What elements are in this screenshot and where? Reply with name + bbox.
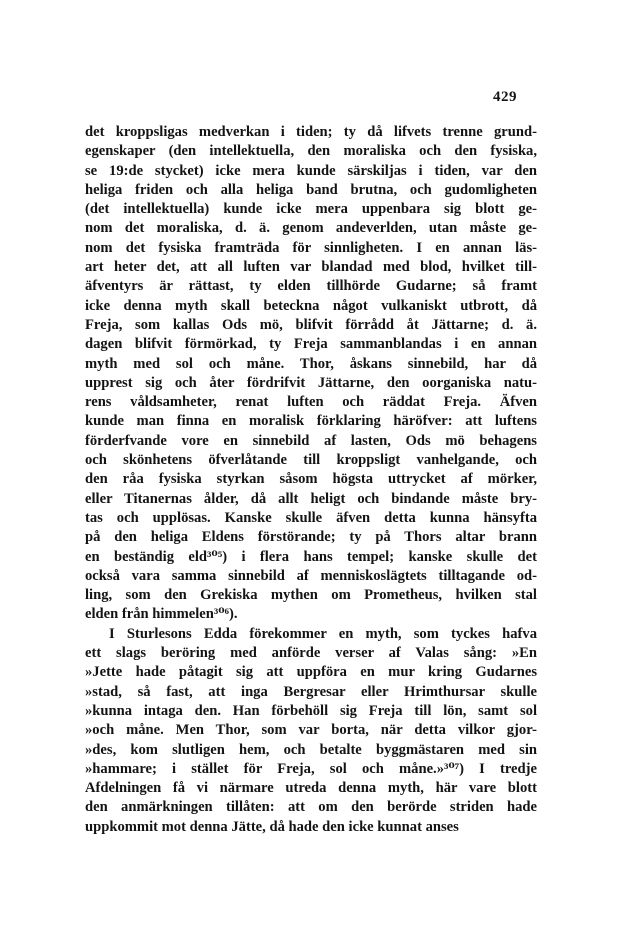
text-line: »des, kom slutligen hem, och betalte byggmästaren med sin xyxy=(85,741,537,758)
paragraph-2 xyxy=(85,625,537,837)
text-line: »och måne. Men Thor, som var borta, när detta vilkor gjor- xyxy=(85,722,537,739)
text-line: uppkommit mot denna Jätte, då hade den icke kunnat anses xyxy=(85,818,459,835)
text-line: den råa fysiska styrkan såsom högsta uttrycket af mörker, xyxy=(85,471,537,488)
text-line: det kroppsligas medverkan i tiden; ty då lifvets trenne grund- xyxy=(85,124,537,140)
text-line: elden från himmelen³⁰⁶). xyxy=(85,606,238,623)
text-line: ling, som den Grekiska mythen om Prometheus, hvilken stal xyxy=(85,587,537,604)
text-line: nom det moraliska, d. ä. genom andeverlden, utan måste ge- xyxy=(85,220,537,237)
text-line: Afdelningen få vi närmare utreda denna myth, här vare blott xyxy=(85,780,537,797)
text-line: en beständig eld³⁰⁵) i flera hans tempel; kanske skulle det xyxy=(85,548,537,565)
text-line: »hammare; i stället för Freja, sol och måne.»³⁰⁷) I tredje xyxy=(85,760,537,777)
text-line: tas och upplösas. Kanske skulle äfven detta kunna hänsyfta xyxy=(85,509,537,526)
paragraph-1 xyxy=(85,123,537,625)
text-line: »stad, så fast, att inga Bergresar eller Hrimthursar skulle xyxy=(85,683,537,700)
text-line: icke denna myth skall beteckna något vulkaniskt utbrott, då xyxy=(85,297,537,314)
page-number: 429 xyxy=(493,89,517,105)
text-line: »kunna intaga den. Han förbehöll sig Freja till lön, samt sol xyxy=(85,702,537,719)
text-line: heliga friden och alla heliga band brutna, och gudomligheten xyxy=(85,181,537,198)
body-text xyxy=(85,123,537,837)
text-line: ett slags beröring med anförde verser af Valas sång: »En xyxy=(85,645,537,662)
text-line: också vara samma sinnebild af menniskoslägtets tilltagande od- xyxy=(85,567,537,584)
text-line: förderfvande vore en sinnebild af lasten, Ods mö behagens xyxy=(85,432,537,449)
text-line: egenskaper (den intellektuella, den moraliska och den fysiska, xyxy=(85,143,537,160)
text-line: äfventyrs är rättast, ty elden tillhörde Gudarne; så framt xyxy=(85,278,537,295)
text-line: på den heliga Eldens förstörande; ty på Thors altar brann xyxy=(85,529,537,546)
text-line: I Sturlesons Edda förekommer en myth, som tyckes hafva xyxy=(109,625,537,642)
text-line: den anmärkningen tillåten: att om den berörde striden hade xyxy=(85,799,537,816)
text-line: art heter det, att all luften var blandad med blod, hvilket till- xyxy=(85,259,537,276)
text-line: och skönhetens öfverlåtande till kroppsligt vanhelgande, och xyxy=(85,452,537,469)
text-line: »Jette hade påtagit sig att uppföra en mur kring Gudarnes xyxy=(85,664,537,681)
text-line: eller Titanernas ålder, då allt heligt och bindande måste bry- xyxy=(85,490,537,507)
text-line: kunde man finna en moralisk förklaring häröfver: att luftens xyxy=(85,413,537,430)
text-line: nom det fysiska framträda för sinnligheten. I en annan läs- xyxy=(85,239,537,256)
text-line: rens våldsamheter, renat luften och räddat Freja. Äfven xyxy=(85,394,537,411)
text-line: se 19:de stycket) icke mera kunde särskiljas i tiden, var den xyxy=(85,162,537,179)
text-line: upprest sig och åter fördrifvit Jättarne, den oorganiska natu- xyxy=(85,374,537,391)
text-line: (det intellektuella) kunde icke mera uppenbara sig blott ge- xyxy=(85,201,537,218)
text-line: myth med sol och måne. Thor, åskans sinnebild, har då xyxy=(85,355,537,372)
text-line: Freja, som kallas Ods mö, blifvit förrådd åt Jättarne; d. ä. xyxy=(85,316,537,333)
text-line: dagen blifvit förmörkad, ty Freja sammanblandas i en annan xyxy=(85,336,537,353)
